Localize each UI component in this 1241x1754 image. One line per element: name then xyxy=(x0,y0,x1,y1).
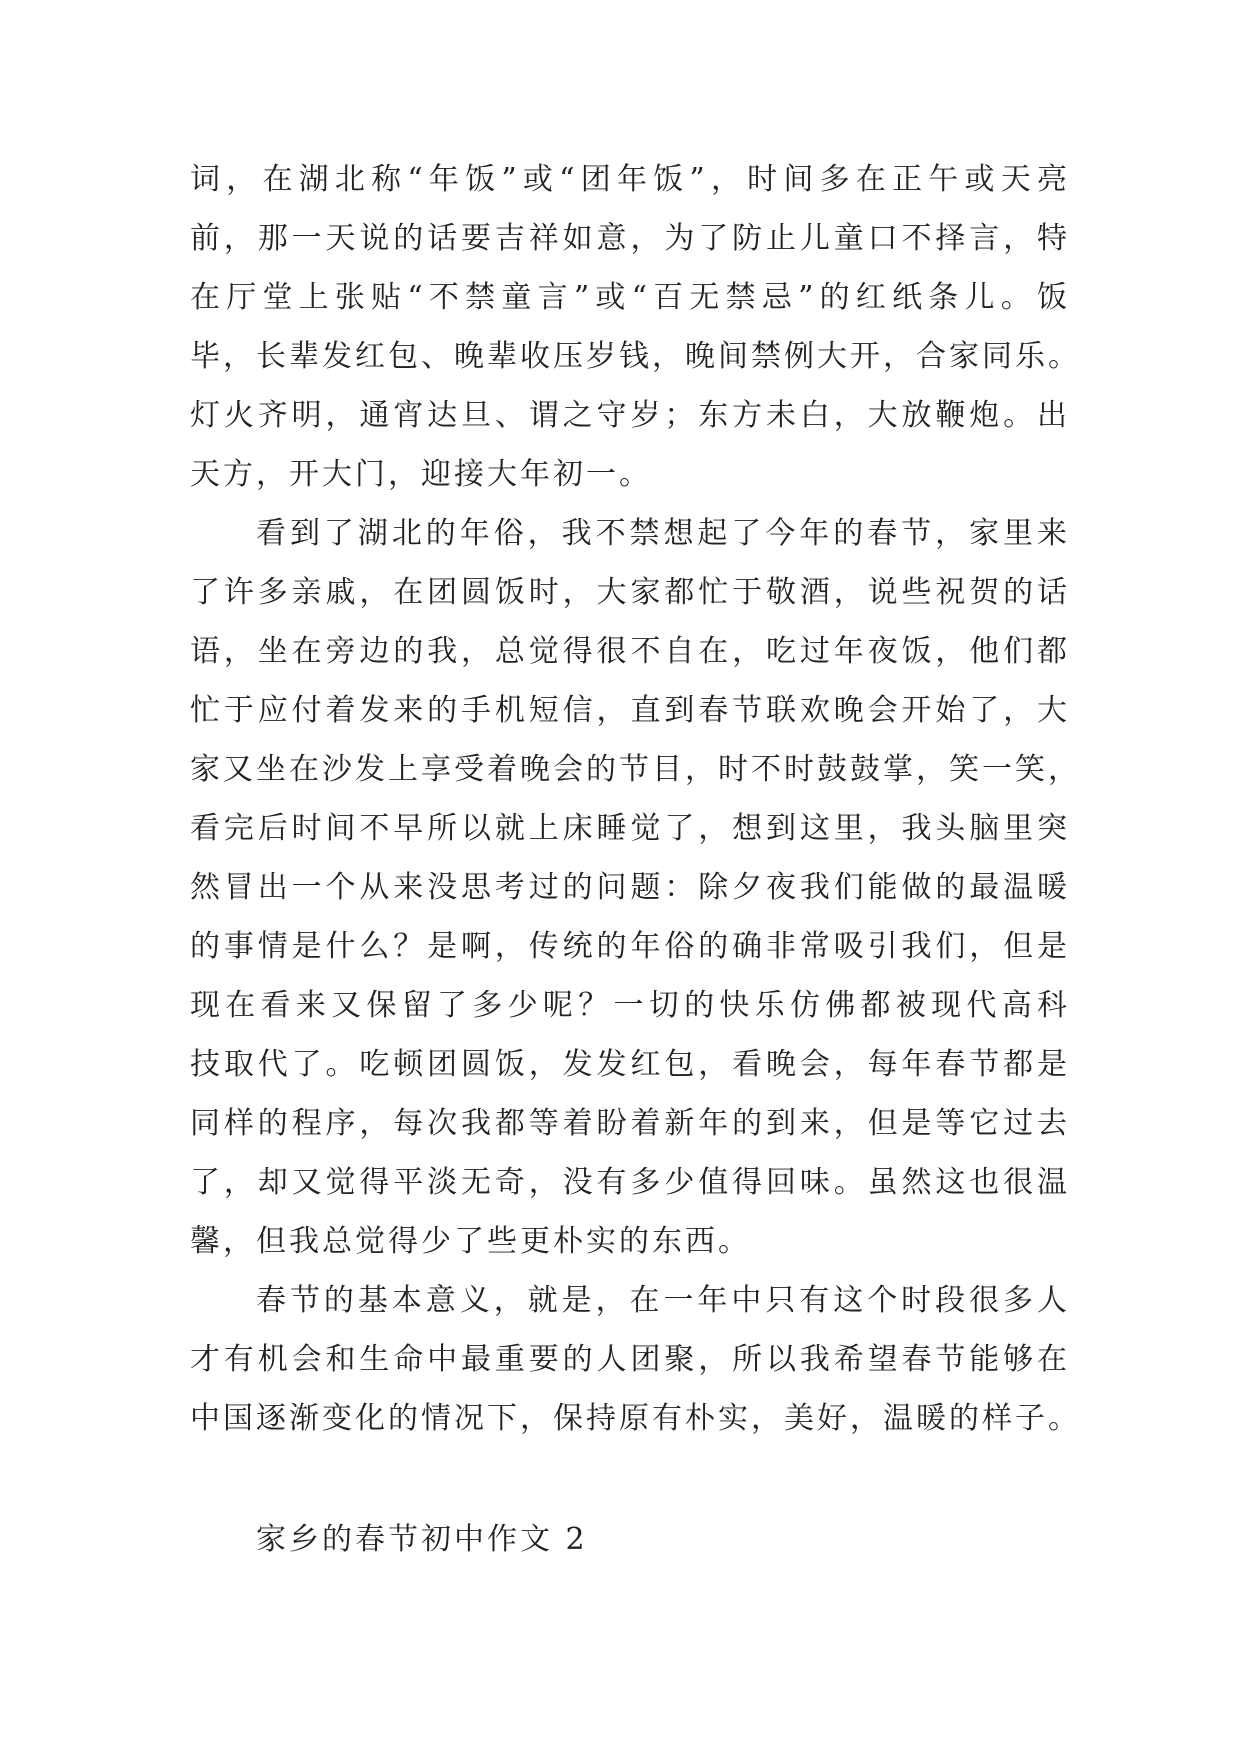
next-essay-title: 家乡的春节初中作文 2 xyxy=(256,1522,588,1557)
text-line: 忙于应付着发来的手机短信，直到春节联欢晚会开始了，大 xyxy=(190,693,1070,728)
text-line: 才有机会和生命中最重要的人团聚，所以我希望春节能够在 xyxy=(190,1342,1070,1377)
text-line: 然冒出一个从来没思考过的问题：除夕夜我们能做的最温暖 xyxy=(190,870,1070,905)
paragraph-2 xyxy=(190,504,1081,1271)
text-line: 前，那一天说的话要吉祥如意，为了防止儿童口不择言，特 xyxy=(190,221,1070,256)
text-line: 看完后时间不早所以就上床睡觉了，想到这里，我头脑里突 xyxy=(190,811,1070,846)
paragraph-1 xyxy=(190,150,1081,504)
text-line: 了许多亲戚，在团圆饭时，大家都忙于敬酒，说些祝贺的话 xyxy=(190,575,1070,610)
text-line: 中国逐渐变化的情况下，保持原有朴实，美好，温暖的样子。 xyxy=(190,1401,1081,1436)
text-line: 的事情是什么？是啊，传统的年俗的确非常吸引我们，但是 xyxy=(190,929,1070,964)
text-line: 毕，长辈发红包、晚辈收压岁钱，晚间禁例大开，合家同乐。 xyxy=(190,339,1081,374)
text-line: 了，却又觉得平淡无奇，没有多少值得回味。虽然这也很温 xyxy=(190,1165,1070,1200)
text-line: 春节的基本意义，就是，在一年中只有这个时段很多人 xyxy=(256,1283,1070,1318)
text-line: 看到了湖北的年俗，我不禁想起了今年的春节，家里来 xyxy=(256,516,1070,551)
text-line: 家又坐在沙发上享受着晚会的节目，时不时鼓鼓掌，笑一笑， xyxy=(190,752,1081,787)
text-line: 词，在湖北称“年饭”或“团年饭”，时间多在正午或天亮 xyxy=(190,162,1070,197)
paragraph-3 xyxy=(190,1271,1081,1448)
text-line: 天方，开大门，迎接大年初一。 xyxy=(190,457,652,492)
text-line: 馨，但我总觉得少了些更朴实的东西。 xyxy=(190,1224,751,1259)
text-line: 现在看来又保留了多少呢？一切的快乐仿佛都被现代高科 xyxy=(190,988,1070,1023)
text-line: 在厅堂上张贴“不禁童言”或“百无禁忌”的红纸条儿。饭 xyxy=(190,280,1070,315)
text-line: 灯火齐明，通宵达旦、谓之守岁；东方未白，大放鞭炮。出 xyxy=(190,398,1070,433)
text-line: 语，坐在旁边的我，总觉得很不自在，吃过年夜饭，他们都 xyxy=(190,634,1070,669)
text-line: 技取代了。吃顿团圆饭，发发红包，看晚会，每年春节都是 xyxy=(190,1047,1070,1082)
text-line: 同样的程序，每次我都等着盼着新年的到来，但是等它过去 xyxy=(190,1106,1070,1141)
